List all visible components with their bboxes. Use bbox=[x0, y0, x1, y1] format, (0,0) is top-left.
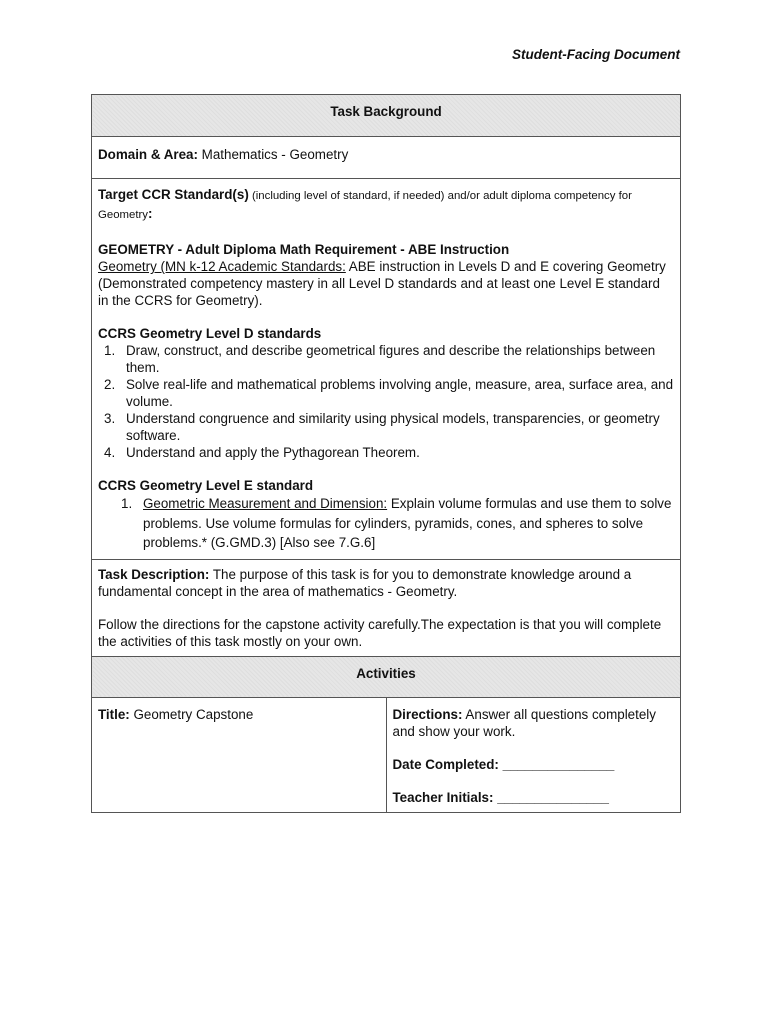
target-label: Target CCR Standard(s) bbox=[98, 187, 249, 202]
geometry-heading: GEOMETRY - Adult Diploma Math Requirement - ABE Instruction bbox=[98, 242, 510, 257]
task-background-heading: Task Background bbox=[330, 104, 442, 119]
geometry-text: ABE instruction in Levels D and E covering Geometry (Demonstrated competency mastery in all Level D standards and at least one Level E standard in the CCRS for Geometry). bbox=[98, 259, 666, 308]
activity-title-cell bbox=[92, 697, 387, 812]
task-background-heading-cell bbox=[92, 95, 681, 137]
item-number: 2. bbox=[104, 377, 116, 392]
target-note: (including level of standard, if needed) and/or adult diploma competency for Geometry bbox=[98, 190, 632, 221]
list-item bbox=[98, 410, 674, 444]
activities-heading: Activities bbox=[356, 665, 416, 681]
item-text: Draw, construct, and describe geometrical figures and describe the relationships between them. bbox=[126, 343, 656, 375]
domain-value: Mathematics - Geometry bbox=[197, 147, 349, 162]
list-item bbox=[98, 376, 674, 410]
geometric-measurement-link[interactable]: Geometric Measurement and Dimension: bbox=[143, 496, 388, 511]
item-text: Understand congruence and similarity using physical models, transparencies, or geometry software. bbox=[126, 411, 660, 443]
teacher-initials-label: Teacher Initials: bbox=[392, 789, 498, 805]
item-number: 3. bbox=[104, 411, 116, 426]
document-header-label: Student-Facing Document bbox=[512, 47, 680, 62]
level-e-list bbox=[98, 494, 674, 553]
list-item bbox=[98, 342, 674, 376]
level-d-list bbox=[98, 342, 674, 461]
level-e-heading: CCRS Geometry Level E standard bbox=[98, 478, 314, 493]
item-text: Solve real-life and mathematical problems involving angle, measure, area, surface area, and volume. bbox=[126, 377, 674, 409]
item-number: 1. bbox=[104, 343, 116, 358]
domain-label: Domain & Area: bbox=[98, 147, 198, 162]
item-number: 4. bbox=[104, 445, 116, 460]
teacher-initials-blank[interactable]: _______________ bbox=[497, 789, 609, 805]
activity-directions-cell bbox=[386, 697, 681, 812]
list-item bbox=[98, 444, 674, 461]
task-table bbox=[91, 94, 681, 813]
directions-label: Directions: bbox=[392, 706, 463, 722]
item-text: Understand and apply the Pythagorean Theorem. bbox=[126, 445, 420, 460]
follow-directions-text: Follow the directions for the capstone activity carefully.The expectation is that you will complete the activities of this task mostly on your own. bbox=[98, 616, 662, 649]
list-item bbox=[98, 494, 674, 553]
date-completed-label: Date Completed: bbox=[392, 756, 503, 772]
task-description-label: Task Description: bbox=[98, 566, 210, 582]
directions-text: Answer all questions completely and show your work. bbox=[392, 706, 656, 739]
level-d-heading: CCRS Geometry Level D standards bbox=[98, 326, 322, 341]
title-value: Geometry Capstone bbox=[129, 706, 254, 722]
task-description-text: The purpose of this task is for you to demonstrate knowledge around a fundamental concept in the area of mathematics - Geometry. bbox=[98, 566, 632, 599]
date-completed-blank[interactable]: _______________ bbox=[502, 756, 615, 772]
target-colon: : bbox=[148, 206, 153, 221]
geometry-standards-link[interactable]: Geometry (MN k-12 Academic Standards: bbox=[98, 259, 346, 274]
task-description-cell bbox=[92, 559, 681, 656]
target-standards-cell bbox=[92, 179, 681, 560]
item-text: Explain volume formulas and use them to solve problems. Use volume formulas for cylinders, pyramids, cones, and spheres to solve problems.* (G.GMD.3) [Also see 7.G.6] bbox=[143, 496, 672, 550]
title-label: Title: bbox=[98, 706, 130, 722]
domain-area-cell bbox=[92, 137, 681, 179]
activities-heading-cell bbox=[92, 656, 681, 697]
item-number: 1. bbox=[121, 496, 133, 511]
